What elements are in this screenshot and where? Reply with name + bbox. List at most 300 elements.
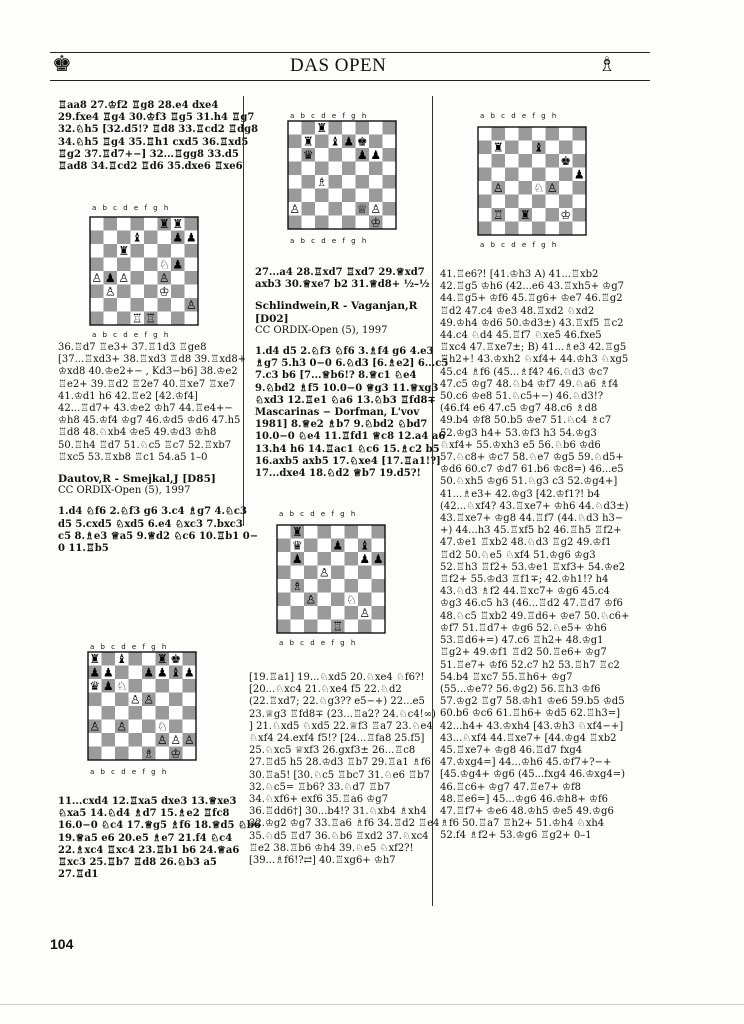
column-separator [243, 96, 244, 526]
chess-piece: ♟ [359, 552, 371, 567]
board-square [90, 231, 104, 245]
chess-diagram-4 [267, 513, 399, 643]
text-line: +) 44...h3 45.♖xf5 b2 46.♖h5 ♖f2+ [440, 525, 622, 537]
text-line: ♘xf4 24.exf4 f5!? [24...♖fa8 25.f5] [249, 733, 425, 745]
chess-piece: ♜ [519, 208, 531, 223]
text-line: 50.♘xh5 ♔g6 51.♘g3 c3 52.♔g4+] [440, 476, 618, 488]
board-square [171, 312, 185, 326]
text-line: 1981] 8.♕e2 ♗b7 9.♘bd2 ♘bd7 [255, 419, 428, 431]
column-2-text-2 [249, 672, 440, 867]
text-line: ♔f7 51.♖d7+ ♔g6 52.♘e5+ ♔h6 [440, 622, 607, 634]
chess-piece: ♛ [89, 679, 101, 694]
board-square [505, 168, 519, 182]
text-line: 9.♘bd2 ♗f5 10.0−0 ♕g3 11.♕xg3 [255, 382, 439, 394]
text-line: ♔g3 46.c5 h3 (46...♖d2 47.♖d7 ♔f6 [440, 598, 623, 610]
board-square [331, 552, 345, 566]
text-line: ♖e2 38.♖b6 ♔h4 39.♘e5 ♘xf2?! [249, 842, 414, 854]
board-square [383, 121, 397, 135]
board-square [369, 162, 383, 176]
board-square [158, 312, 172, 326]
chess-piece: ♙ [289, 202, 301, 217]
text-line: 47.♖f7+ ♔e6 48.♔h5 ♔e5 49.♔g6 [440, 805, 614, 817]
board-square [331, 606, 345, 620]
text-line: 57.♔g2 ♖g7 58.♔h1 ♔e6 59.b5 ♔d5 [440, 696, 625, 708]
board-square [169, 720, 183, 734]
board-square [288, 175, 302, 189]
board-square [342, 121, 356, 135]
board-square [573, 154, 587, 168]
board-square [329, 189, 343, 203]
board-square [372, 579, 386, 593]
board-square [277, 539, 291, 553]
chess-piece: ♝ [533, 140, 545, 155]
chess-piece: ♔ [170, 746, 182, 761]
text-line: axb3 30.♕xe7 b2 31.♕d8+ ½–½ [255, 279, 430, 291]
board-file-labels: a b c d e f g h [90, 768, 167, 776]
board-square [304, 606, 318, 620]
chess-piece: ♝ [116, 652, 128, 667]
board-square [131, 298, 145, 312]
board-square [169, 679, 183, 693]
board-square [115, 706, 129, 720]
board-square [104, 231, 118, 245]
board-square [342, 189, 356, 203]
board-square [156, 706, 170, 720]
board-square [383, 148, 397, 162]
board-square [329, 162, 343, 176]
text-line: 52.♖h3 ♖f2+ 53.♔e1 ♖xf3+ 54.♔e2 [440, 561, 626, 573]
chess-piece: ♔ [370, 215, 382, 230]
board-square [288, 189, 302, 203]
board-square [573, 208, 587, 222]
text-line: ♖h2+! 43.♔xh2 ♘xf4+ 44.♔h3 ♘xg5 [440, 354, 629, 366]
board-square [169, 706, 183, 720]
board-square [183, 747, 197, 761]
game3-players: Schlindwein,R - Vaganjan,R [255, 300, 418, 313]
board-square [117, 312, 131, 326]
board-square [102, 652, 116, 666]
board-square [90, 258, 104, 272]
board-square [115, 733, 129, 747]
column-3 [440, 269, 640, 843]
text-line: 43.♖xe7+ ♔g8 44.♖f7 (44.♘d3 h3− [440, 513, 624, 525]
chess-piece: ♟ [372, 552, 384, 567]
board-square [304, 620, 318, 634]
board-square [532, 208, 546, 222]
board-square [546, 208, 560, 222]
text-line: 27...a4 28.♖xd7 ♖xd7 29.♕xd7 [255, 267, 425, 278]
text-line: 25.♘xc5 ♕xf3 26.gxf3± 26...♖c8 [249, 745, 416, 757]
board-square [185, 312, 199, 326]
board-square [383, 162, 397, 176]
board-square [519, 141, 533, 155]
text-line: 52.f4 ♗f2+ 53.♔g6 ♖g2+ 0–1 [440, 830, 592, 842]
chess-piece: ♙ [143, 692, 155, 707]
text-line: 47.♔xg4=] 44...♔h6 45.♔f7+?−+ [440, 757, 612, 769]
board-square [546, 195, 560, 209]
game2-ending [255, 267, 430, 291]
board-square [372, 539, 386, 553]
board-file-labels: a b c d e f g h [92, 331, 169, 339]
board-square [169, 693, 183, 707]
chess-piece: ♜ [89, 652, 101, 667]
board-square [291, 593, 305, 607]
board-square [129, 747, 143, 761]
board-square [345, 552, 359, 566]
text-line: 22.♗xc4 ♖xc4 23.♖b1 b6 24.♕a6 [58, 844, 240, 856]
chess-piece: ♟ [356, 148, 368, 163]
board-square [288, 148, 302, 162]
board-square [573, 222, 587, 236]
text-line: 53.♖d6+=) 47.c6 ♖h2+ 48.♔g1 [440, 635, 604, 647]
text-line: 42...h4+ 43.♔xh4 [43.♔h3 ♘xf4−+] [440, 720, 624, 732]
board-square [559, 127, 573, 141]
text-line: 50.c6 ♔e8 51.♘c5+−) 46.♘d3!? [440, 391, 604, 403]
chess-piece: ♙ [305, 592, 317, 607]
board-square [131, 285, 145, 299]
board-square [88, 747, 102, 761]
board-square [342, 202, 356, 216]
board-square [478, 181, 492, 195]
board-square [315, 202, 329, 216]
chess-piece: ♟ [183, 665, 195, 680]
board-square [318, 579, 332, 593]
text-line: 27.♖d1 [58, 869, 99, 881]
text-line: 41...♗e3+ 42.♔g3 [42.♔f1?! b4 [440, 488, 601, 500]
text-line: 43.♘d3 ♗f2 44.♖xc7+ ♔g6 45.c4 [440, 586, 610, 598]
board-square [304, 525, 318, 539]
column-2 [255, 267, 449, 480]
board-square [102, 733, 116, 747]
chess-piece: ♙ [183, 733, 195, 748]
board-square [478, 222, 492, 236]
text-line: 30.♖a5! [30.♘c5 ♖bc7 31.♘e6 ♖b7 [249, 769, 430, 781]
board-square [532, 195, 546, 209]
board-square [372, 620, 386, 634]
text-line: 36.♖d7 ♖e3+ 37.♖1d3 ♖ge8 [58, 342, 207, 353]
chess-piece: ♖ [145, 311, 157, 326]
board-square [90, 298, 104, 312]
board-square [288, 135, 302, 149]
board-square [329, 216, 343, 230]
board-square [372, 593, 386, 607]
board-square [315, 189, 329, 203]
board-square [559, 222, 573, 236]
text-line: 16.axb5 axb5 17.♘xe4 [17.♖a1!?] [255, 455, 441, 467]
board-square [519, 181, 533, 195]
board-square [142, 679, 156, 693]
board-square [519, 154, 533, 168]
chess-piece: ♟ [332, 538, 344, 553]
board-square [144, 298, 158, 312]
text-line: 45.c4 ♗f6 (45...♗f4? 46.♘d3 ♔c7 [440, 366, 609, 378]
game3-continuation [249, 672, 440, 867]
board-square [546, 154, 560, 168]
board-square [318, 539, 332, 553]
text-line: c5 8.♗e3 ♕a5 9.♕d2 ♘c6 10.♖b1 0− [58, 530, 259, 542]
board-square [142, 706, 156, 720]
board-square [329, 148, 343, 162]
board-square [329, 202, 343, 216]
text-line: ♗f6 50.♖a7 ♖h2+ 51.♔h4 ♘xh4 [440, 818, 605, 830]
board-square [383, 175, 397, 189]
board-square [315, 162, 329, 176]
board-square [318, 620, 332, 634]
board-square [304, 552, 318, 566]
column-1-text-2 [58, 342, 259, 555]
game2-event: CC ORDIX-Open (5), 1997 [58, 485, 191, 497]
chess-piece: ♟ [89, 665, 101, 680]
text-line: ♘xd3 12.♖e1 ♘a6 13.♘b3 ♖fd8∓ [255, 394, 436, 406]
board-square [144, 258, 158, 272]
board-square [277, 552, 291, 566]
board-file-labels: a b c d e f g h [480, 241, 557, 249]
board-square [129, 706, 143, 720]
board-square [104, 217, 118, 231]
board-square [131, 217, 145, 231]
text-line: 32.♘h5 [32.d5!? ♖d8 33.♖cd2 ♖dg8 [58, 124, 259, 136]
text-line: 49.b4 ♔f8 50.b5 ♔e7 51.♘c4 ♗c7 [440, 415, 612, 427]
board-square [171, 271, 185, 285]
board-square [318, 552, 332, 566]
board-square [478, 168, 492, 182]
chess-piece: ♚ [170, 652, 182, 667]
text-line: ♖xc3 25.♖b7 ♖d8 26.♘b3 a5 [58, 857, 217, 869]
text-line: 13.h4 h6 14.♖ac1 ♘c6 15.♗c2 b5 [255, 443, 440, 455]
header-rule-top [50, 52, 650, 53]
text-line: (55...♔e7? 56.♔g2) 56.♖h3 ♔f6 [440, 683, 601, 695]
board-square [546, 127, 560, 141]
board-square [315, 135, 329, 149]
board-square [144, 231, 158, 245]
board-square [546, 222, 560, 236]
board-square [171, 244, 185, 258]
board-square [144, 271, 158, 285]
board-square [573, 181, 587, 195]
page-number: 104 [50, 936, 74, 952]
board-square [171, 298, 185, 312]
board-square [383, 202, 397, 216]
chess-piece: ♙ [129, 692, 141, 707]
game1-continuation [58, 342, 247, 464]
board-square [559, 141, 573, 155]
chess-piece: ♛ [291, 538, 303, 553]
text-line: 50.♖h4 ♖d7 51.♘c5 ♖c7 52.♖xb7 [58, 439, 232, 451]
text-line: [37...♖xd3+ 38.♖xd3 ♖d8 39.♖xd8+ [58, 354, 247, 366]
chess-piece: ♙ [318, 565, 330, 580]
text-line: 16.0−0 ♘c4 17.♕g5 ♗f6 18.♕d5 ♘b6 [58, 820, 261, 832]
text-line: ] 21.♘xd5 ♘xd5 22.♕f3 ♖a7 23.♘e4 [249, 720, 433, 732]
text-line: 44.♖g5+ ♔f6 45.♖g6+ ♔e7 46.♖g2 [440, 293, 623, 305]
board-square [131, 271, 145, 285]
text-line: 54.b4 ♖xc7 55.♖h6+ ♔g7 [440, 671, 573, 683]
board-square [505, 141, 519, 155]
board-square [102, 693, 116, 707]
board-square [291, 566, 305, 580]
text-line: Mascarinas − Dorfman, L'vov [255, 407, 420, 419]
text-line: 7.c3 b6 [7...♕b6!? 8.♕c1 ♘e4 [255, 370, 417, 382]
chess-piece: ♙ [91, 271, 103, 286]
board-square [104, 258, 118, 272]
chess-diagram-5 [468, 115, 600, 245]
board-square [372, 566, 386, 580]
board-square [519, 168, 533, 182]
board-square [478, 141, 492, 155]
board-square [302, 189, 316, 203]
text-line: ♖f2+ 55.♔d3 ♖f1∓; 42.♔h1!? h4 [440, 574, 609, 586]
chess-piece: ♜ [492, 140, 504, 155]
board-square [383, 216, 397, 230]
board-square [478, 127, 492, 141]
board-square [183, 706, 197, 720]
board-square [115, 747, 129, 761]
board-square [277, 566, 291, 580]
chess-piece: ♘ [116, 679, 128, 694]
chess-piece: ♙ [492, 181, 504, 196]
board-square [505, 154, 519, 168]
board-square [277, 579, 291, 593]
board-square [331, 593, 345, 607]
text-line: 32.♘c5= ♖b6? 33.♘d7 ♖b7 [249, 781, 391, 793]
chess-piece: ♟ [102, 679, 114, 694]
board-square [356, 162, 370, 176]
text-line: ♔xd8 40.♔e2+− , Kd3−b6] 38.♔e2 [58, 366, 238, 378]
chess-piece: ♙ [118, 271, 130, 286]
text-line: 49.♔h4 ♔d6 50.♔d3±) 43.♖xf5 ♖c2 [440, 317, 624, 329]
text-line: 19.♕a5 e6 20.e5 ♗e7 21.f4 ♘c4 [58, 832, 233, 844]
text-line: [39...♗f6!?⇄] 40.♖xg6+ ♔h7 [249, 855, 396, 867]
board-square [291, 620, 305, 634]
board-square [369, 135, 383, 149]
board-square [117, 258, 131, 272]
chess-piece: ♜ [302, 134, 314, 149]
board-square [104, 298, 118, 312]
text-line: 17...dxe4 18.♘d2 ♕b7 19.d5?! [255, 468, 421, 480]
text-line: ♖xc4 47.♖xe7±; B) 41...♗e3 42.♖g5 [440, 342, 627, 354]
chess-piece: ♙ [158, 271, 170, 286]
text-line: 47.♔e1 ♖xb2 48.♘d3 ♖g2 49.♔f1 [440, 537, 612, 549]
board-square [505, 195, 519, 209]
board-square [88, 706, 102, 720]
board-square [358, 593, 372, 607]
text-line: 42.♖g5 ♔h6 (42...e6 43.♖xh5+ ♔g7 [440, 281, 624, 293]
chess-piece: ♗ [316, 175, 328, 190]
board-square [158, 244, 172, 258]
chess-piece: ♘ [156, 719, 168, 734]
text-line: ♖e2+ 39.♖d2 ♖2e7 40.♖xe7 ♖xe7 [58, 378, 236, 390]
board-square [129, 733, 143, 747]
board-square [345, 525, 359, 539]
text-line: [19.♖a1] 19...♘xd5 20.♘xe4 ♘f6?! [249, 672, 425, 683]
text-line: ♔h8 45.♔f4 ♔g7 46.♔d5 ♔d6 47.h5 [58, 415, 241, 427]
column-1-text-3 [58, 796, 261, 881]
board-square [492, 154, 506, 168]
board-square [318, 593, 332, 607]
board-square [519, 195, 533, 209]
board-square [302, 202, 316, 216]
board-square [546, 168, 560, 182]
chess-piece: ♘ [345, 592, 357, 607]
game2-continuation [58, 796, 261, 881]
board-square [356, 121, 370, 135]
text-line: 35.♘d5 ♖d7 36.♘b6 ♖xd2 37.♘xc4 [249, 830, 429, 842]
chess-piece: ♙ [116, 719, 128, 734]
board-square [532, 168, 546, 182]
chess-diagram-3 [278, 115, 410, 243]
board-square [129, 652, 143, 666]
board-square [142, 720, 156, 734]
board-square [331, 566, 345, 580]
board-square [345, 539, 359, 553]
chess-piece: ♟ [104, 271, 116, 286]
chess-piece: ♚ [356, 134, 368, 149]
chess-diagram-2 [78, 646, 210, 774]
chess-piece: ♟ [291, 552, 303, 567]
board-square [318, 606, 332, 620]
text-line: ♔d6 60.c7 ♔d7 61.b6 ♔c8=) 46...e5 [440, 464, 624, 476]
board-square [102, 747, 116, 761]
board-file-labels: a b c d e f g h [92, 204, 169, 212]
chess-piece: ♟ [102, 665, 114, 680]
chess-piece: ♟ [185, 230, 197, 245]
board-file-labels: a b c d e f g h [279, 639, 356, 647]
text-line: 23.♕g3 ♖fd8∓ (23...♖a2? 24.♘c4!∞) [249, 708, 436, 720]
text-line: 48.♖e6=] 45...♔g6 46.♔h8+ ♔f6 [440, 793, 609, 805]
board-square [277, 606, 291, 620]
board-square [369, 189, 383, 203]
text-line: ♖d2 47.c4 ♔e3 48.♖xd2 ♘xd2 [440, 305, 595, 317]
chess-piece: ♝ [329, 134, 341, 149]
board-square [90, 217, 104, 231]
board-square [104, 312, 118, 326]
game3-moves [255, 346, 449, 480]
text-line: ♖d2 50.♘e5 ♘xf4 51.♔g6 ♔g3 [440, 549, 596, 561]
text-line: 32.♔g2 ♔g7 33.♖a6 ♗f6 34.♖d2 ♖e4 [249, 818, 440, 830]
board-square [356, 175, 370, 189]
board-file-labels: a b c d e f g h [290, 237, 367, 245]
chess-piece: ♜ [172, 217, 184, 232]
board-square [519, 222, 533, 236]
board-square [88, 733, 102, 747]
bishop-icon: ♗ [598, 52, 616, 76]
board-square [117, 231, 131, 245]
board-square [342, 175, 356, 189]
board-square [532, 154, 546, 168]
board-square [302, 216, 316, 230]
text-line: 11...cxd4 12.♖xa5 dxe3 13.♕xe3 [58, 796, 237, 807]
board-square [102, 720, 116, 734]
board-square [90, 312, 104, 326]
chess-piece: ♝ [170, 665, 182, 680]
board-square [331, 579, 345, 593]
board-square [171, 285, 185, 299]
board-square [129, 679, 143, 693]
chess-piece: ♜ [316, 121, 328, 136]
game1-moves [58, 100, 259, 173]
text-line: 0 11.♖b5 [58, 543, 109, 555]
chess-piece: ♟ [172, 230, 184, 245]
board-file-labels: a b c d e f g h [90, 643, 167, 651]
board-square [277, 525, 291, 539]
chess-piece: ♕ [356, 202, 368, 217]
board-square [144, 285, 158, 299]
board-square [342, 162, 356, 176]
chess-piece: ♙ [370, 202, 382, 217]
board-square [369, 121, 383, 135]
column-separator [432, 96, 433, 906]
board-square [142, 733, 156, 747]
text-line: 41.♖e6?! [41.♔h3 A) 41...♖xb2 [440, 269, 599, 280]
